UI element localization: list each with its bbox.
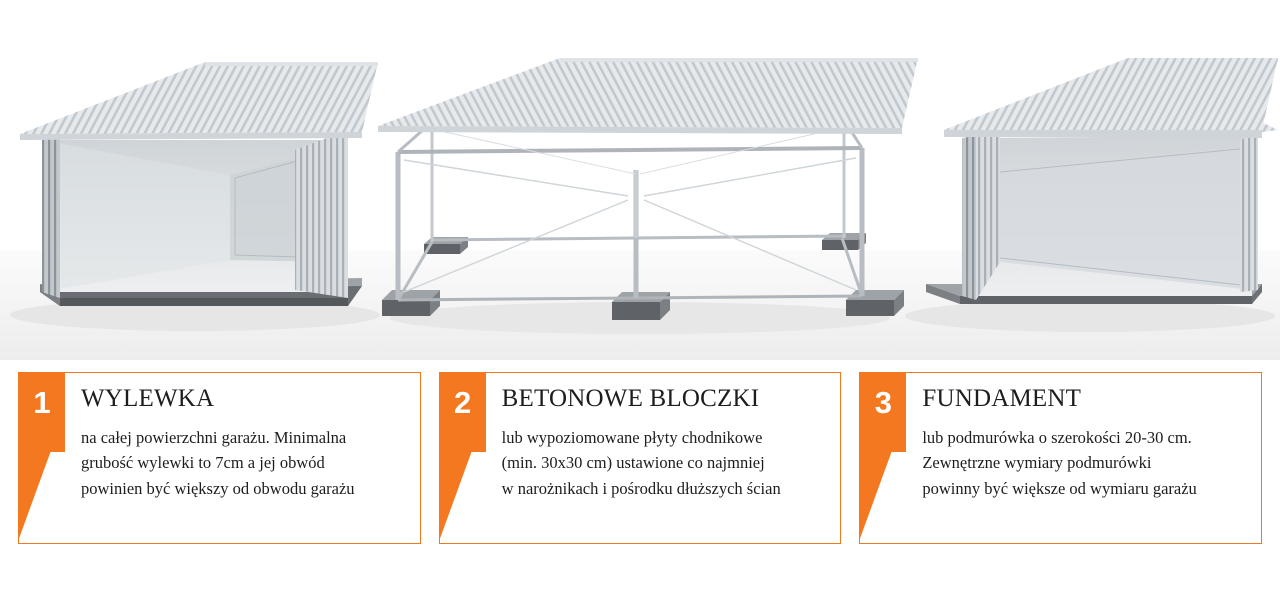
block-front-left <box>382 290 440 316</box>
card-3-number-strip <box>860 373 906 543</box>
card-2-line-2: (min. 30x30 cm) ustawione co najmniej <box>501 453 765 473</box>
card-3-line-1: lub podmurówka o szerokości 20-30 cm. <box>922 427 1192 447</box>
card-2-body <box>486 373 841 543</box>
card-3-description <box>922 425 1251 502</box>
card-1-title: WYLEWKA <box>81 385 215 412</box>
card-3-line-3: powinny być większe od wymiaru garażu <box>922 478 1197 498</box>
caption-cards <box>0 372 1280 552</box>
card-1-number-strip <box>19 373 65 543</box>
garage-right-group <box>905 58 1278 332</box>
card-2-line-3: w narożnikach i pośrodku dłuższych ścian <box>501 478 781 498</box>
card-2-number: 2 <box>454 385 472 420</box>
card-1-line-1: na całej powierzchni garażu. Minimalna <box>81 427 347 447</box>
card-3-number: 3 <box>874 385 892 420</box>
card-1-body <box>65 373 420 543</box>
card-3-title: FUNDAMENT <box>922 385 1082 412</box>
card-2-description <box>502 425 831 502</box>
caption-card-2 <box>439 372 842 544</box>
caption-card-3 <box>859 372 1262 544</box>
card-2-title: BETONOWE BLOCZKI <box>501 385 760 412</box>
card-1-line-2: grubość wylewki to 7cm a jej obwód <box>81 453 325 473</box>
card-1-line-3: powinien być większy od obwodu garażu <box>81 478 355 498</box>
block-front-middle <box>612 292 670 320</box>
card-2-number-strip <box>440 373 486 543</box>
card-1-description <box>81 425 410 502</box>
card-1-number: 1 <box>33 385 51 420</box>
card-3-line-2: Zewnętrzne wymiary podmurówki <box>922 453 1152 473</box>
caption-card-1 <box>18 372 421 544</box>
card-2-line-1: lub wypoziomowane płyty chodnikowe <box>501 427 763 447</box>
card-3-body <box>906 373 1261 543</box>
garage-left-group <box>10 62 380 331</box>
block-front-right <box>846 290 904 316</box>
